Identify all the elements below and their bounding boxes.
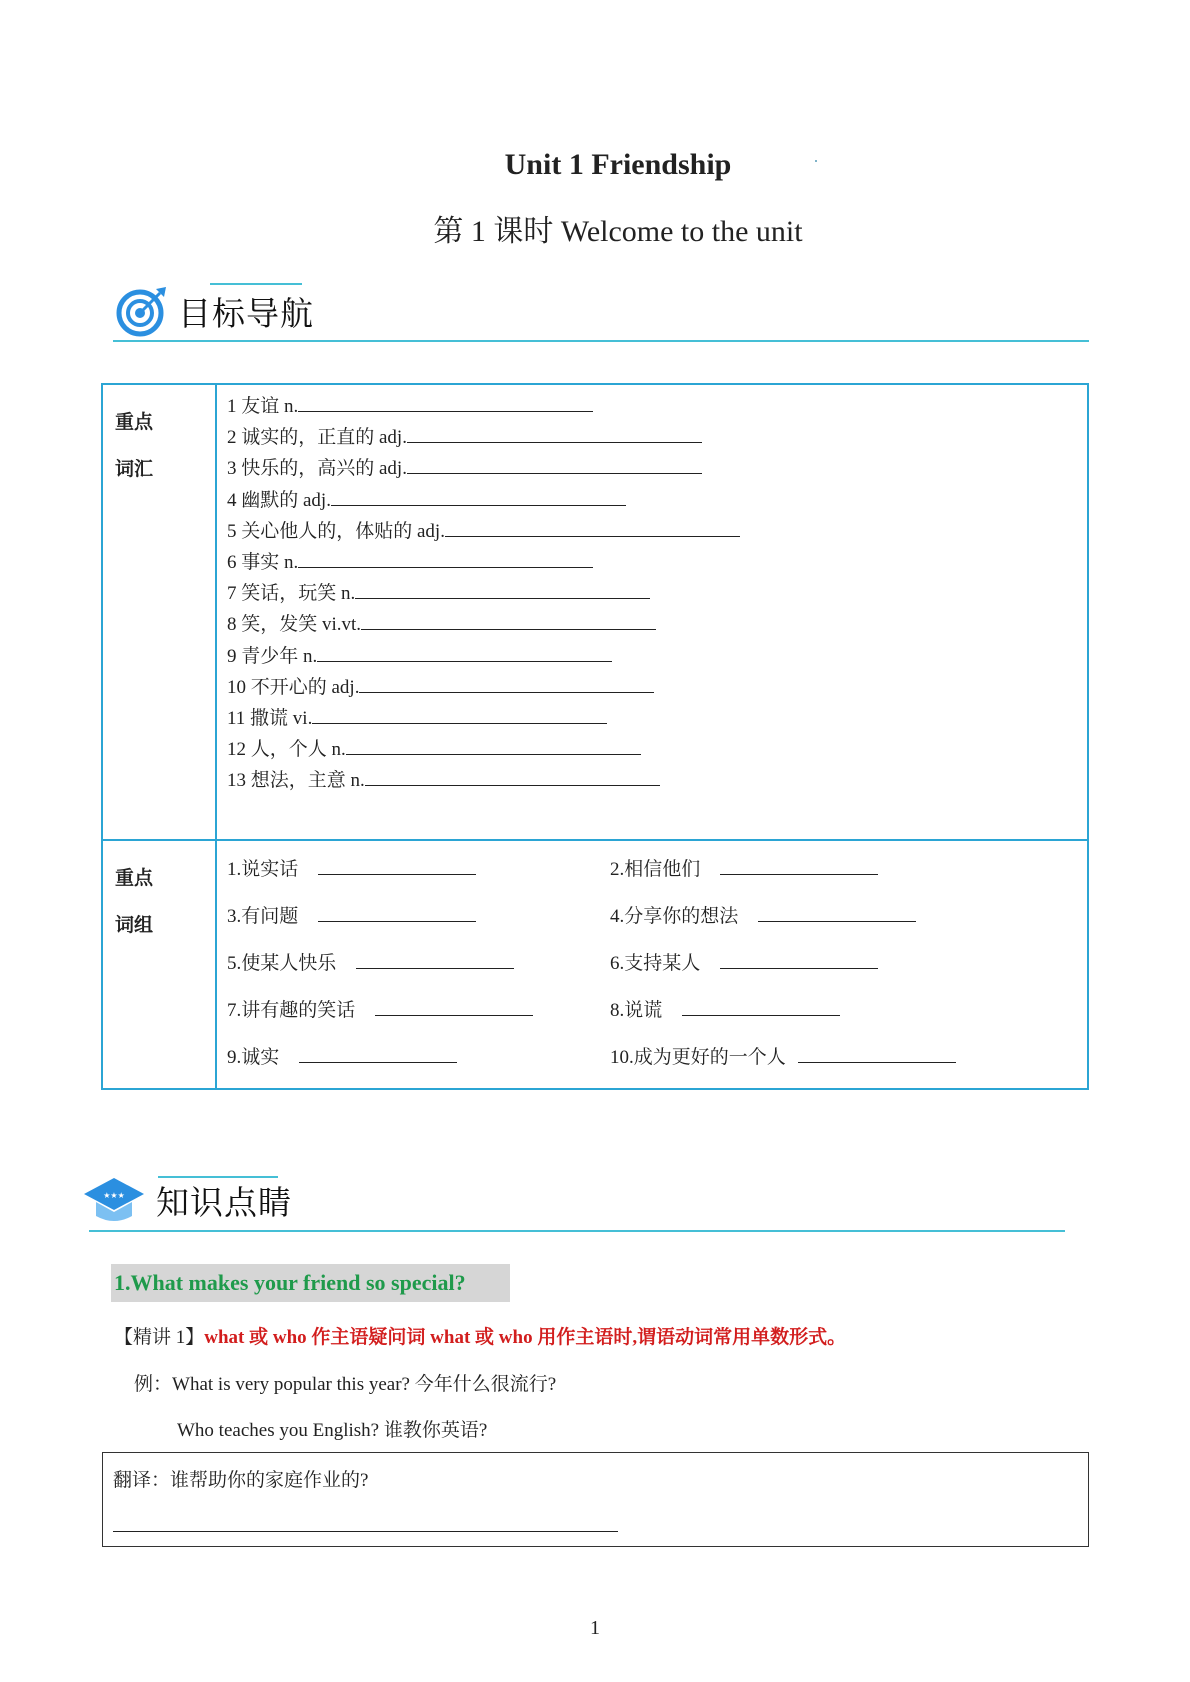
phrase-item [227, 994, 610, 1041]
phrase-text: 7.讲有趣的笑话 [227, 1000, 356, 1021]
phrase-category-cell [102, 840, 216, 1089]
phrase-text: 8.说谎 [610, 1000, 663, 1021]
page-number: 1 [590, 1617, 600, 1639]
phrase-item [610, 900, 1087, 947]
answer-blank[interactable] [445, 517, 740, 537]
svg-text:★★★: ★★★ [103, 1191, 125, 1200]
vocab-item-text: 9 青少年 n. [227, 645, 318, 667]
vocab-item-text: 7 笑话，玩笑 n. [227, 583, 356, 605]
phrase-cell [216, 840, 1088, 1089]
answer-blank[interactable] [318, 855, 476, 875]
section-divider [113, 340, 1089, 342]
vocab-item-text: 5 关心他人的，体贴的 adj. [227, 520, 445, 542]
phrase-text: 10.成为更好的一个人 [610, 1047, 786, 1068]
knowledge-heading: 1.What makes your friend so special? [114, 1270, 466, 1295]
vocab-row-words [102, 384, 1088, 840]
vocab-item [227, 422, 1087, 453]
example-label: 例： [134, 1374, 173, 1395]
section-title-knowledge: 知识点睛 [156, 1182, 292, 1222]
vocab-row-phrases [102, 840, 1088, 1089]
vocab-item-text: 11 撒谎 vi. [227, 707, 313, 729]
vocab-item-text: 8 笑，发笑 vi.vt. [227, 614, 362, 636]
vocab-item [227, 734, 1087, 765]
phrase-text: 3.有问题 [227, 906, 299, 927]
category-label: 词组 [115, 914, 154, 936]
vocab-item-text: 3 快乐的，高兴的 adj. [227, 458, 407, 480]
section-title-goals: 目标导航 [178, 293, 314, 333]
category-label: 重点 [115, 867, 154, 889]
vocab-item [227, 609, 1087, 640]
vocab-item-text: 4 幽默的 adj. [227, 489, 331, 511]
phrase-item [227, 853, 610, 900]
answer-blank[interactable] [298, 548, 593, 568]
phrase-text: 6.支持某人 [610, 953, 701, 974]
phrase-text: 9.诚实 [227, 1047, 280, 1068]
phrase-text: 4.分享你的想法 [610, 906, 739, 927]
vocab-table [101, 383, 1089, 1090]
vocab-item [227, 485, 1087, 516]
answer-blank[interactable] [312, 704, 607, 724]
target-icon [116, 285, 168, 337]
answer-blank[interactable] [407, 454, 702, 474]
phrase-item [610, 947, 1087, 994]
translation-prompt: 翻译：谁帮助你的家庭作业的? [113, 1470, 369, 1491]
answer-blank[interactable] [682, 996, 840, 1016]
example-line-1 [134, 1369, 556, 1396]
answer-blank[interactable] [361, 610, 656, 630]
vocab-item-text: 1 友谊 n. [227, 396, 299, 417]
phrase-item [610, 994, 1087, 1041]
answer-blank[interactable] [298, 392, 593, 412]
category-label: 词汇 [115, 458, 154, 480]
vocab-item [227, 547, 1087, 578]
answer-blank[interactable] [317, 642, 612, 662]
phrase-grid [227, 847, 1087, 1088]
phrase-item [610, 1041, 1087, 1088]
answer-blank[interactable] [407, 423, 702, 443]
vocab-item-text: 2 诚实的，正直的 adj. [227, 427, 407, 449]
vocab-item-text: 12 人，个人 n. [227, 739, 346, 761]
phrase-text: 1.说实话 [227, 859, 299, 880]
lesson-subtitle: 第 1 课时 Welcome to the unit [433, 215, 803, 248]
page-title: Unit 1 Friendship [504, 148, 732, 181]
answer-blank[interactable] [356, 949, 514, 969]
vocab-item [227, 641, 1087, 672]
answer-blank[interactable] [758, 902, 916, 922]
vocab-item [227, 391, 1087, 422]
vocab-item [227, 765, 1087, 796]
explanation-text: what 或 who 作主语疑问词 what 或 who 用作主语时,谓语动词常用单数形式。 [204, 1327, 847, 1348]
section-header-knowledge [82, 1172, 292, 1228]
graduation-cap-icon [82, 1172, 146, 1228]
answer-blank[interactable] [720, 949, 878, 969]
phrase-item [227, 1041, 610, 1088]
phrase-item [227, 900, 610, 947]
decorative-dot [815, 160, 817, 162]
answer-blank[interactable] [365, 766, 660, 786]
vocab-item [227, 578, 1087, 609]
answer-blank[interactable] [346, 735, 641, 755]
answer-blank[interactable] [318, 902, 476, 922]
vocab-item [227, 453, 1087, 484]
vocab-item-text: 13 想法，主意 n. [227, 770, 365, 792]
explanation-line [114, 1322, 846, 1349]
section-divider [89, 1230, 1065, 1232]
vocab-item-text: 6 事实 n. [227, 551, 299, 573]
vocab-item [227, 703, 1087, 734]
vocab-item-text: 10 不开心的 adj. [227, 676, 360, 698]
answer-blank[interactable] [113, 1531, 618, 1532]
answer-blank[interactable] [720, 855, 878, 875]
answer-blank[interactable] [355, 579, 650, 599]
example-line-2: Who teaches you English? 谁教你英语? [177, 1420, 488, 1441]
vocab-item [227, 672, 1087, 703]
translation-box [102, 1452, 1089, 1547]
example-text: What is very popular this year? 今年什么很流行? [172, 1374, 557, 1395]
answer-blank[interactable] [375, 996, 533, 1016]
answer-blank[interactable] [359, 673, 654, 693]
section-header-goals [116, 285, 314, 337]
phrase-item [610, 853, 1087, 900]
vocab-words-cell [216, 384, 1088, 840]
vocab-category-cell [102, 384, 216, 840]
answer-blank[interactable] [798, 1043, 956, 1063]
answer-blank[interactable] [299, 1043, 457, 1063]
answer-blank[interactable] [331, 486, 626, 506]
explanation-prefix: 【精讲 1】 [114, 1327, 205, 1348]
category-label: 重点 [115, 411, 154, 433]
phrase-text: 2.相信他们 [610, 859, 701, 880]
phrase-text: 5.使某人快乐 [227, 953, 337, 974]
vocab-item [227, 516, 1087, 547]
phrase-item [227, 947, 610, 994]
